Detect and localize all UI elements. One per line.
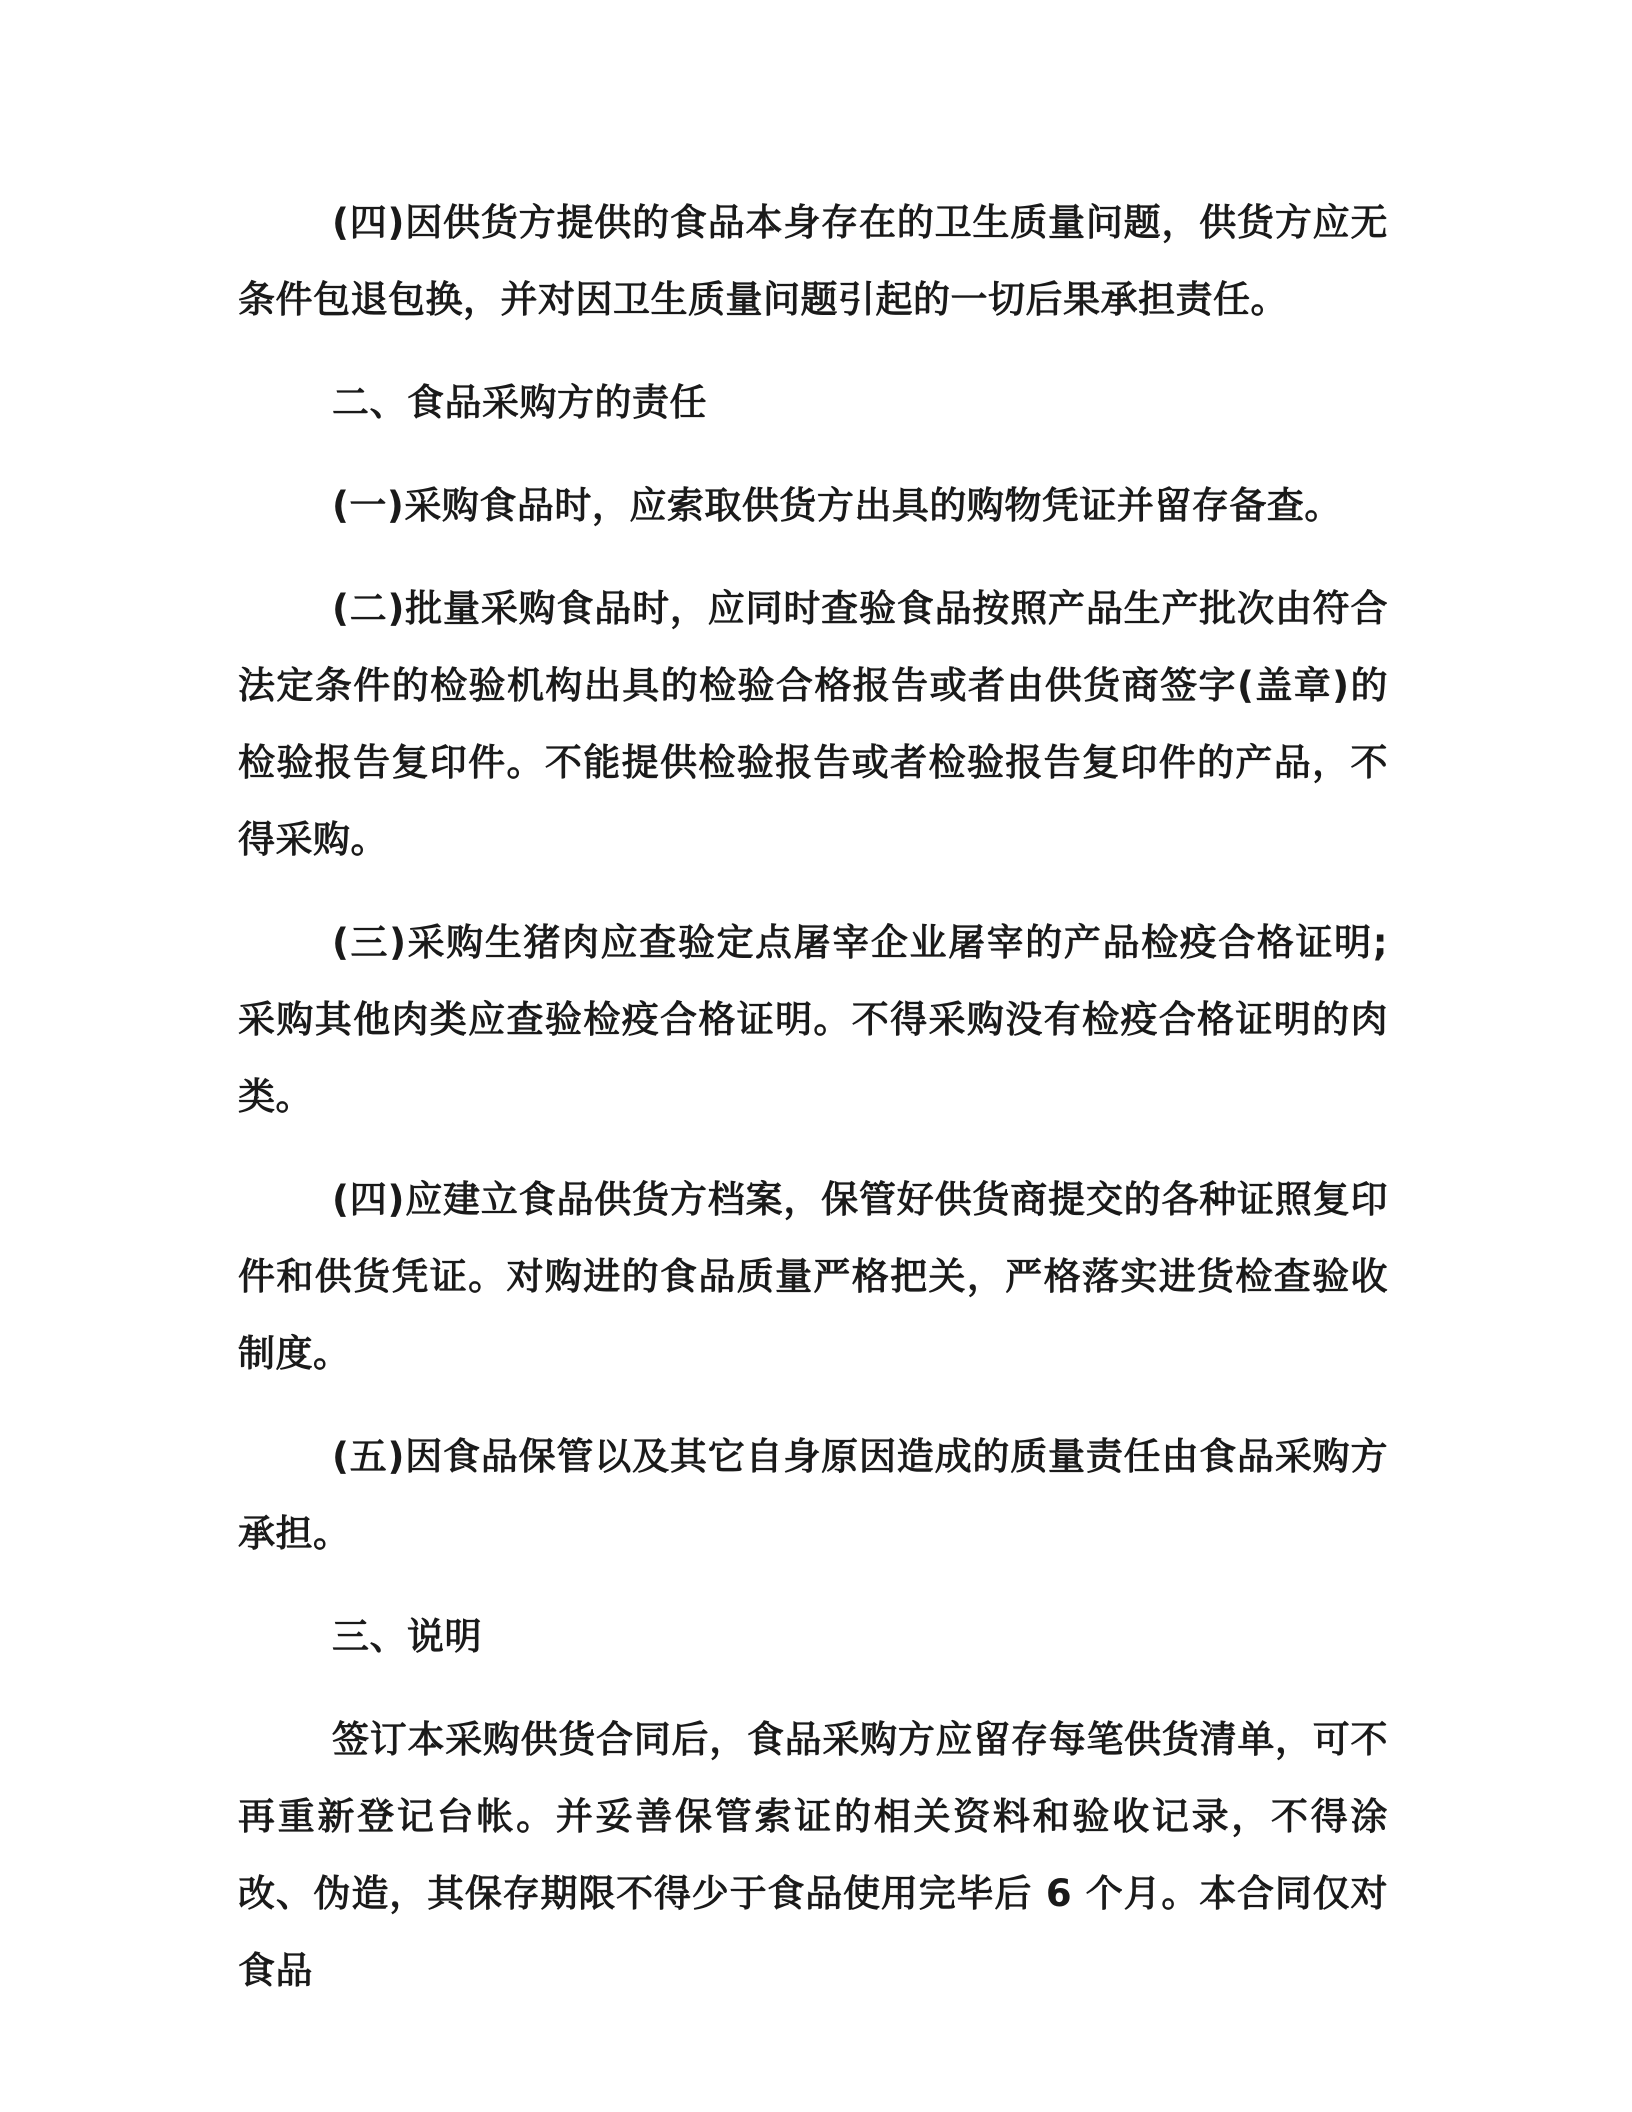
paragraph-notes: 签订本采购供货合同后，食品采购方应留存每笔供货清单，可不再重新登记台帐。并妥善保管索证的相关资料和验收记录，不得涂改、伪造，其保存期限不得少于食品使用完毕后 6 个月。本合同仅对食品 <box>238 1718 1388 1992</box>
paragraph-buyer-item-4: (四)应建立食品供货方档案，保管好供货商提交的各种证照复印件和供货凭证。对购进的食品质量严格把关，严格落实进货检查验收制度。 <box>238 1178 1388 1375</box>
paragraph-buyer-item-2: (二)批量采购食品时，应同时查验食品按照产品生产批次由符合法定条件的检验机构出具的检验合格报告或者由供货商签字(盖章)的检验报告复印件。不能提供检验报告或者检验报告复印件的产品，不得采购。 <box>238 587 1388 861</box>
document-body <box>238 184 1388 2009</box>
paragraph-supplier-item-4: (四)因供货方提供的食品本身存在的卫生质量问题，供货方应无条件包退包换，并对因卫生质量问题引起的一切后果承担责任。 <box>238 201 1388 321</box>
paragraph-buyer-item-1: (一)采购食品时，应索取供货方出具的购物凭证并留存备查。 <box>332 484 1342 527</box>
paragraph-buyer-item-5: (五)因食品保管以及其它自身原因造成的质量责任由食品采购方承担。 <box>238 1435 1388 1555</box>
section-heading-notes: 三、说明 <box>332 1615 482 1658</box>
section-heading-buyer-responsibility: 二、食品采购方的责任 <box>332 381 707 424</box>
paragraph-buyer-item-3: (三)采购生猪肉应查验定点屠宰企业屠宰的产品检疫合格证明;采购其他肉类应查验检疫合格证明。不得采购没有检疫合格证明的肉类。 <box>238 921 1388 1118</box>
